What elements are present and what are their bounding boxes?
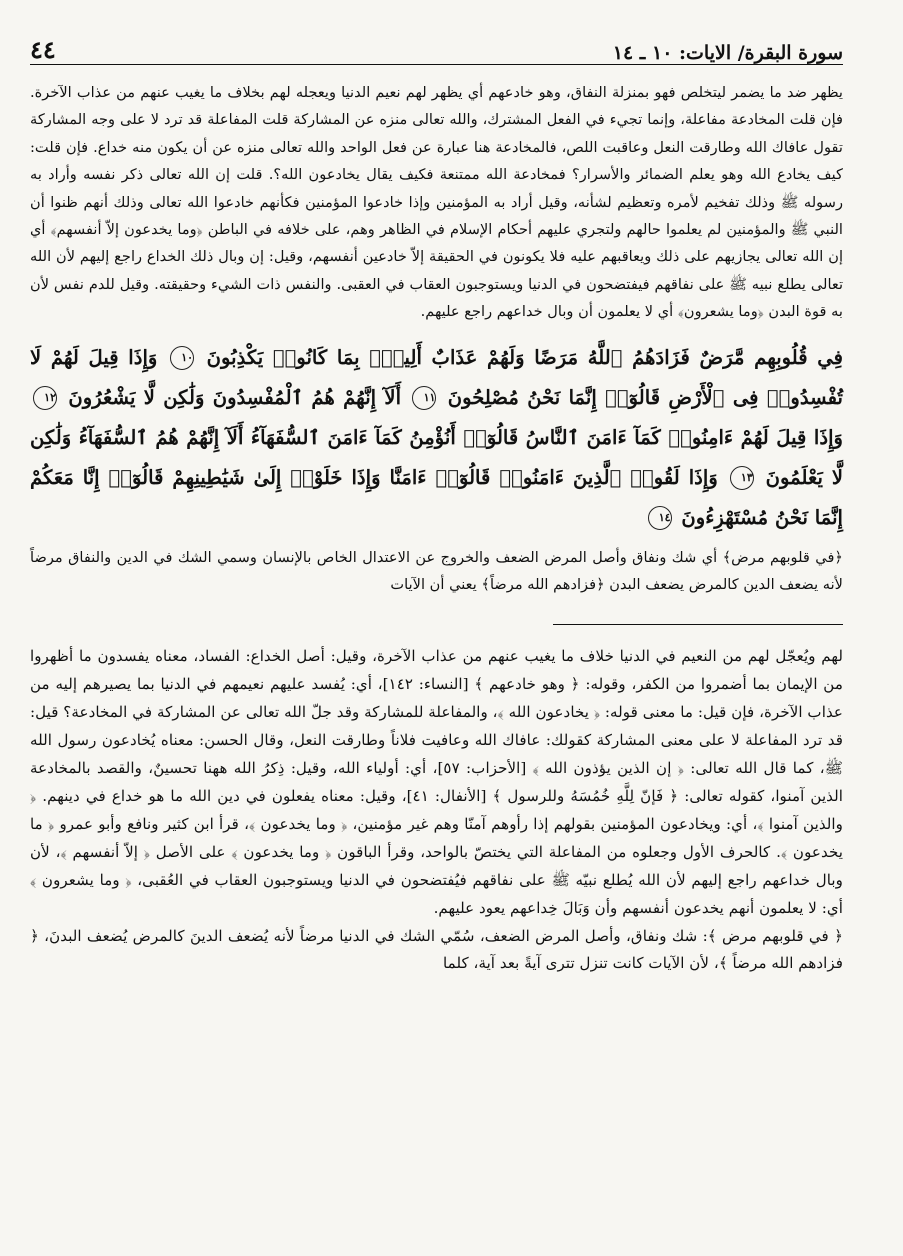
verse: وَإِذَا قِيلَ لَهُمْ ءَامِنُوا۟ كَمَآ ءَامَنَ ٱلنَّاسُ قَالُوٓا۟ أَنُؤْمِنُ كَمَآ ءَامَنَ ٱلسُّفَهَآءُ أَلَآ إِنَّهُمْ هُمُ ٱلسُّفَهَآءُ وَلَٰكِن لَّا يَعْلَمُونَ bbox=[30, 425, 844, 489]
ayah-number-marker: ١٣ bbox=[730, 466, 754, 490]
ayah-number-marker: ١٢ bbox=[33, 386, 57, 410]
ayah-number-marker: ١٠ bbox=[170, 346, 194, 370]
page-number: ٤٤ bbox=[30, 35, 56, 64]
running-title: سورة البقرة/ الايات: ١٠ ـ ١٤ bbox=[612, 42, 843, 64]
quran-verses bbox=[30, 338, 843, 538]
ayah-number-marker: ١٤ bbox=[648, 506, 672, 530]
footnote-paragraph: ﴿ في قلوبهم مرض ﴾: شك ونفاق، وأصل المرض الضعف، سُمّي الشك في الدنيا مرضاً لأنه يُضعف الدينَ كالمرض يُضعف البدنَ، ﴿ فزادهم الله مرضاً ﴾، لأن الآيات كانت تنزل تترى آيةً بعد آية، كلما bbox=[30, 926, 843, 973]
tafsir-paragraph: ﴿في قلوبهم مرض﴾ أي شك ونفاق وأصل المرض الضعف والخروج عن الاعتدال الخاص بالإنسان وسمي الشك في الدين والنفاق مرضاً لأنه يضعف الدين كالمرض يضعف البدن ﴿فزادهم الله مرضاً﴾ يعني أن الآيات bbox=[30, 548, 843, 594]
verse: وَإِذَا لَقُوا۟ ٱلَّذِينَ ءَامَنُوا۟ قَالُوٓا۟ ءَامَنَّا وَإِذَا خَلَوْا۟ إِلَىٰ شَيَٰطِينِهِمْ قَالُوٓا۟ إِنَّا مَعَكُمْ إِنَّمَا نَحْنُ مُسْتَهْزِءُونَ bbox=[30, 465, 843, 529]
footnote-paragraph: لهم ويُعجّل لهم من النعيم في الدنيا خلاف ما يغيب عنهم من عذاب الآخرة، وقيل: أصل الخداع: الفساد، معناه يفسدون ما أظهروا من الإيمان بما أضمروا من الكفر، وقوله: ﴿ وهو خادعهم ﴾ [النساء: ١٤٢]، أي: يُفسد عليهم نعيمهم في الدنيا بما يصيرهم إليه من عذاب الآخرة، فإن قيل: ما معنى قوله: ﴿ يخادعون الله ﴾، والمفاعلة للمشاركة وقد جلّ الله تعالى عن المشاركة في المخادعة؟ قيل: قد ترد المفاعلة لا على معنى المشاركة كقولك: عافاك الله وعافيت فلاناً وطارقت النعل، وقال الحسن: معناه يُخادعون رسول الله ﷺ، كما قال الله تعالى: ﴿ إن الذين يؤذون الله ﴾ [الأحزاب: ٥٧]، أي: أولياء الله، وقيل: ذِكرُ الله ههنا تحسينٌ، والقصد بالمخادعة الذين آمنوا، كقوله تعالى: ﴿ فَإنّ لِلَّهِ خُمُسَهُ وللرسول ﴾ [الأنفال: ٤١]، وقيل: معناه يفعلون في دين الله ما هو خداع في دينهم. ﴿ والذين آمنوا ﴾، أي: ويخادعون المؤمنين بقولهم إذا رأوهم آمنّا وهم غير مؤمنين، ﴿ وما يخدعون ﴾، قرأ ابن كثير ونافع وأبو عمرو ﴿ ما يخدعون ﴾. كالحرف الأول وجعلوه من المفاعلة التي يختصّ بالواحد، وقرأ الباقون ﴿ وما يخدعون ﴾ على الأصل ﴿ إلاّ أنفسهم ﴾، لأن وبال خداعهم راجع إليهم لأن الله يُطلع نبيّه ﷺ على نفاقهم فيُفتضحون في الدنيا ويستوجبون العقاب في العُقبى، ﴿ وما يشعرون ﴾ أي: لا يعلمون أنهم يخدعون أنفسهم وأن وَبَالَ خِداعهم يعود عليهم. bbox=[30, 647, 844, 917]
verse: فِي قُلُوبِهِم مَّرَضٌ فَزَادَهُمُ ٱللَّهُ مَرَضًا وَلَهُمْ عَذَابٌ أَلِيمٌۢ بِمَا كَانُوا۟ يَكْذِبُونَ bbox=[206, 345, 843, 369]
page-header bbox=[30, 30, 843, 65]
footnote-divider bbox=[553, 624, 843, 625]
verse: وَإِذَا قِيلَ لَهُمْ لَا تُفْسِدُوا۟ فِى ٱلْأَرْضِ قَالُوٓا۟ إِنَّمَا نَحْنُ مُصْلِحُونَ bbox=[30, 345, 843, 409]
commentary-paragraph: يظهر ضد ما يضمر ليتخلص فهو بمنزلة النفاق، وهو خادعهم أي يظهر لهم نعيم الدنيا ويعجله لهم بخلاف ما يغيب عنهم من عذاب الآخرة. فإن قلت المخادعة مفاعلة، وإنما تجيء في الفعل المشترك، والله تعالى منزه عن المشاركة قلت المفاعلة قد ترد لا على وجه المشاركة تقول عافاك الله وطارقت النعل وعاقبت اللص، فالمخادعة هنا عبارة عن فعل الواحد والله تعالى منزه عن أن يكون منه خداع. فإن قلت: كيف يخادع الله وهو يعلم الضمائر والأسرار؟ فمخادعة الله ممتنعة فكيف يقال يخادعون الله؟. قلت إن الله تعالى ذكر نفسه وأراد به رسوله ﷺ وذلك تفخيم لأمره وتعظيم لشأنه، وقيل أراد به المؤمنين وإذا خادعوا المؤمنين فكأنهم خادعوا الله تعالى وذلك أنهم ظنوا أن النبي ﷺ والمؤمنين لم يعلموا حالهم ولتجري عليهم أحكام الإسلام في الظاهر وهم، على خلافه في الباطن ﴿وما يخدعون إلاّ أنفسهم﴾ أي إن الله تعالى يجازيهم على ذلك ويعاقبهم عليه فلا يكونون في الحقيقة إلاّ خادعين أنفسهم، وقيل: إن وبال ذلك الخداع راجع إليهم لأن الله تعالى يطلع نبيه ﷺ على نفاقهم فيفتضحون في الدنيا ويستوجبون العقاب في العقبى. والنفس ذات الشيء وحقيقته. وقيل للدم نفس لأن به قوة البدن ﴿وما يشعرون﴾ أي لا يعلمون أن وبال خداعهم راجع عليهم. bbox=[30, 84, 843, 321]
ayah-number-marker: ١١ bbox=[412, 386, 436, 410]
footnote-section bbox=[30, 643, 843, 978]
verse: أَلَآ إِنَّهُمْ هُمُ ٱلْمُفْسِدُونَ وَلَٰكِن لَّا يَشْعُرُونَ bbox=[68, 385, 402, 409]
